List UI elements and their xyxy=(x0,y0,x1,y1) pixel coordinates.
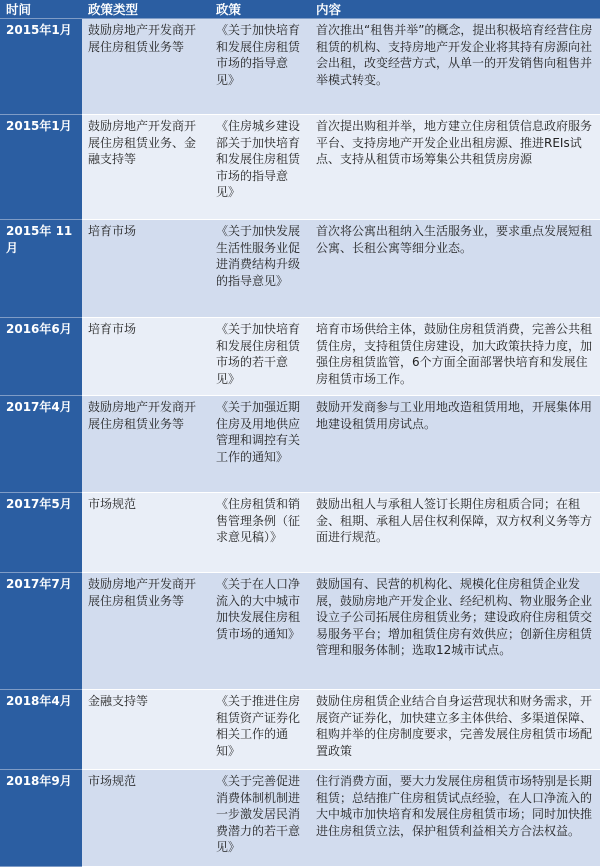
header-content: 内容 xyxy=(310,0,600,19)
row-policy-type: 金融支持等 xyxy=(82,690,210,770)
row-time: 2017年5月 xyxy=(0,493,82,573)
row-time: 2017年4月 xyxy=(0,396,82,493)
row-time: 2018年9月 xyxy=(0,770,82,867)
table-row xyxy=(0,770,600,867)
table-row xyxy=(0,19,600,115)
table-row xyxy=(0,115,600,220)
row-policy-name: 《关于加快培育和发展住房租赁市场的指导意见》 xyxy=(210,19,310,115)
row-policy-type: 鼓励房地产开发商开展住房租赁业务、金融支持等 xyxy=(82,115,210,220)
row-policy-type: 鼓励房地产开发商开展住房租赁业务等 xyxy=(82,19,210,115)
row-policy-type: 鼓励房地产开发商开展住房租赁业务等 xyxy=(82,573,210,690)
row-time: 2015年 11月 xyxy=(0,220,82,318)
row-policy-type: 培育市场 xyxy=(82,220,210,318)
row-time: 2018年4月 xyxy=(0,690,82,770)
row-policy-name: 《关于加快培育和发展住房租赁市场的若干意见》 xyxy=(210,318,310,396)
row-policy-name: 《关于完善促进消费体制机制进一步激发居民消费潜力的若干意见》 xyxy=(210,770,310,867)
table-header-row xyxy=(0,0,600,19)
row-time: 2017年7月 xyxy=(0,573,82,690)
row-policy-type: 市场规范 xyxy=(82,770,210,867)
header-time: 时间 xyxy=(0,0,82,19)
row-content: 鼓励开发商参与工业用地改造租赁用地，开展集体用地建设租赁用房试点。 xyxy=(310,396,600,493)
row-content: 鼓励住房租赁企业结合自身运营现状和财务需求，开展资产证券化，加快建立多主体供给、多渠道保障、租购并举的住房制度要求，完善发展住房租赁市场配置政策 xyxy=(310,690,600,770)
row-content: 首次将公寓出租纳入生活服务业，要求重点发展短租公寓、长租公寓等细分业态。 xyxy=(310,220,600,318)
row-policy-name: 《关于在人口净流入的大中城市加快发展住房租赁市场的通知》 xyxy=(210,573,310,690)
table-row xyxy=(0,493,600,573)
row-content: 首次推出“租售并举”的概念，提出积极培育经营住房租赁的机构、支持房地产开发企业将其持有房源向社会出租，改变经营方式，从单一的开发销售向租售并举模式转变。 xyxy=(310,19,600,115)
row-content: 首次提出购租并举，地方建立住房租赁信息政府服务平台、支持房地产开发企业出租房源、推进REIs试点、支持从租赁市场筹集公共租赁房房源 xyxy=(310,115,600,220)
row-policy-name: 《住房租赁和销售管理条例（征求意见稿）》 xyxy=(210,493,310,573)
row-policy-type: 市场规范 xyxy=(82,493,210,573)
row-time: 2016年6月 xyxy=(0,318,82,396)
table-row xyxy=(0,396,600,493)
header-policy-type: 政策类型 xyxy=(82,0,210,19)
row-content: 鼓励出租人与承租人签订长期住房租质合同；在租金、租期、承租人居住权利保障，双方权利义务等方面进行规范。 xyxy=(310,493,600,573)
row-policy-name: 《关于加快发展生活性服务业促进消费结构升级的指导意见》 xyxy=(210,220,310,318)
table-row xyxy=(0,690,600,770)
table-row xyxy=(0,573,600,690)
row-policy-type: 鼓励房地产开发商开展住房租赁业务等 xyxy=(82,396,210,493)
row-time: 2015年1月 xyxy=(0,19,82,115)
header-policy: 政策 xyxy=(210,0,310,19)
row-content: 鼓励国有、民营的机构化、规模化住房租赁企业发展，鼓励房地产开发企业、经纪机构、物业服务企业设立子公司拓展住房租赁业务；建设政府住房租赁交易服务平台；增加租赁住房有效供应；创新住房租赁管理和服务体制；选取12城市试点。 xyxy=(310,573,600,690)
row-policy-name: 《关于加强近期住房及用地供应管理和调控有关工作的通知》 xyxy=(210,396,310,493)
row-content: 住行消费方面，要大力发展住房租赁市场特别是长期租赁；总结推广住房租赁试点经验，在人口净流入的大中城市加快培育和发展住房租赁市场；同时加快推进住房租赁立法，保护租赁利益相关方合法权益。 xyxy=(310,770,600,867)
row-policy-type: 培育市场 xyxy=(82,318,210,396)
row-policy-name: 《住房城乡建设部关于加快培育和发展住房租赁市场的指导意见》 xyxy=(210,115,310,220)
row-content: 培育市场供给主体，鼓励住房租赁消费，完善公共租赁住房，支持租赁住房建设，加大政策扶持力度，加强住房租赁监管，6个方面全面部署快培育和发展住房租赁市场工作。 xyxy=(310,318,600,396)
row-time: 2015年1月 xyxy=(0,115,82,220)
table-row xyxy=(0,318,600,396)
table-row xyxy=(0,220,600,318)
row-policy-name: 《关于推进住房租赁资产证券化相关工作的通知》 xyxy=(210,690,310,770)
